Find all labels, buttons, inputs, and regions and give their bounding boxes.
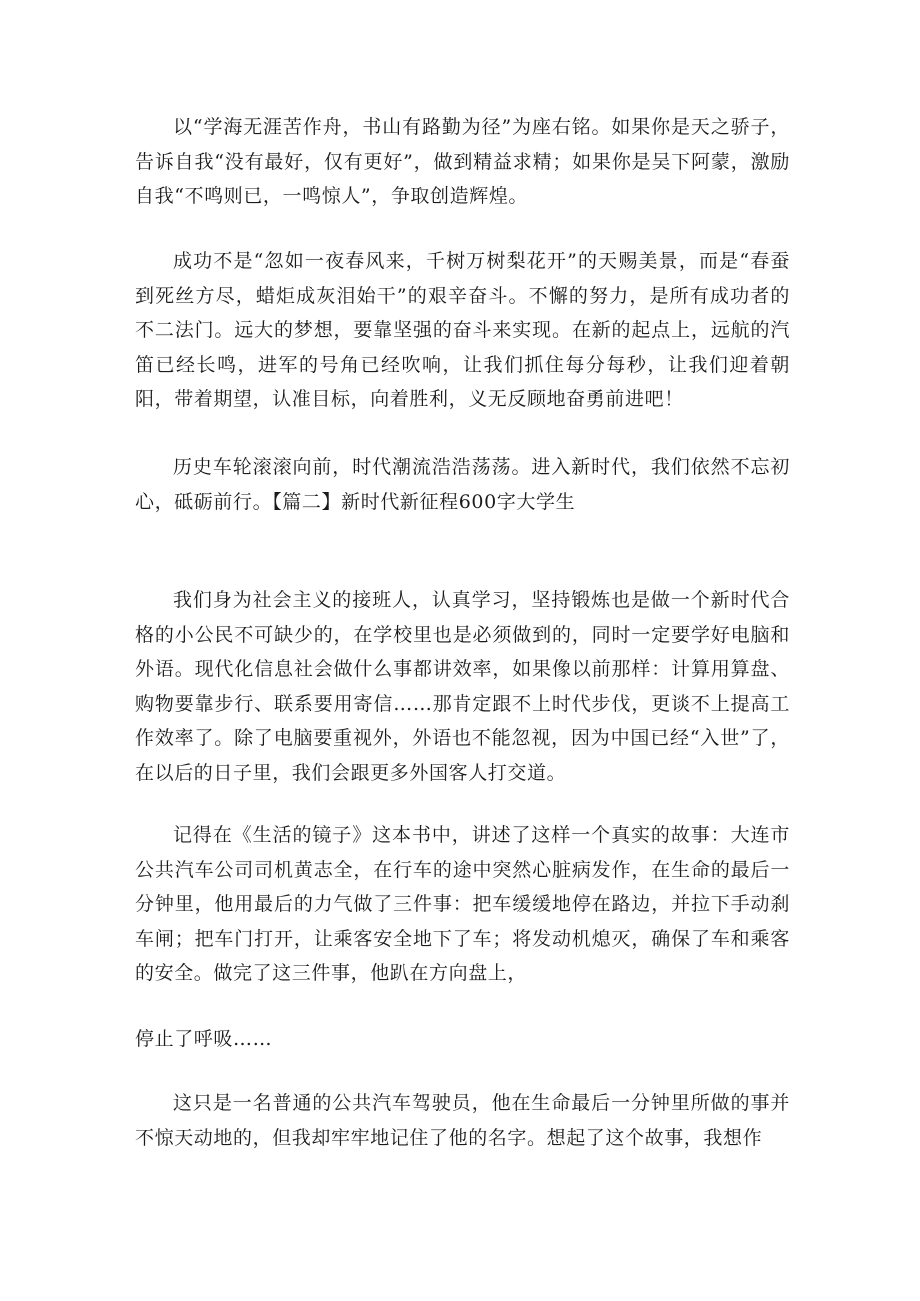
paragraph-successor: 我们身为社会主义的接班人，认真学习，坚持锻炼也是做一个新时代合格的小公民不可缺少的，在学校里也是必须做到的，同时一定要学好电脑和外语。现代化信息社会做什么事都讲效率，如果像以前那样：计算用算盘、购物要靠步行、联系要用寄信……那肯定跟不上时代步伐，更谈不上提高工作效率了。除了电脑要重视外，外语也不能忽视，因为中国已经“入世”了，在以后的日子里，我们会跟更多外国客人打交道。	[135, 589, 790, 784]
paragraph-story: 记得在《生活的镜子》这本书中，讲述了这样一个真实的故事：大连市公共汽车公司司机黄志全，在行车的途中突然心脏病发作，在生命的最后一分钟里，他用最后的力气做了三件事：把车缓缓地停在路边，并拉下手动刹车闸；把车门打开，让乘客安全地下了车；将发动机熄灭，确保了车和乘客的安全。做完了这三件事，他趴在方向盘上，	[135, 824, 790, 985]
paragraph-success: 成功不是“忽如一夜春风来，千树万树梨花开”的天赐美景，而是“春蚕到死丝方尽，蜡炬成灰泪始干”的艰辛奋斗。不懈的努力，是所有成功者的不二法门。远大的梦想，要靠坚强的奋斗来实现。在新的起点上，远航的汽笛已经长鸣，进军的号角已经吹响，让我们抓住每分每秒，让我们迎着朝阳，带着期望，认准目标，向着胜利，义无反顾地奋勇前进吧！	[135, 250, 790, 411]
paragraph-motto: 以“学海无涯苦作舟，书山有路勤为径”为座右铭。如果你是天之骄子，告诉自我“没有最好，仅有更好”，做到精益求精；如果你是吴下阿蒙，激励自我“不鸣则已，一鸣惊人”，争取创造辉煌。	[135, 116, 790, 208]
paragraph-history: 历史车轮滚滚向前，时代潮流浩浩荡荡。进入新时代，我们依然不忘初心，砥砺前行。【篇二】新时代新征程600字大学生	[135, 456, 790, 513]
paragraph-driver: 这只是一名普通的公共汽车驾驶员，他在生命最后一分钟里所做的事并不惊天动地的，但我却牢牢地记住了他的名字。想起了这个故事，我想作	[135, 1092, 790, 1149]
paragraph-stopped-breathing: 停止了呼吸……	[135, 1028, 273, 1050]
